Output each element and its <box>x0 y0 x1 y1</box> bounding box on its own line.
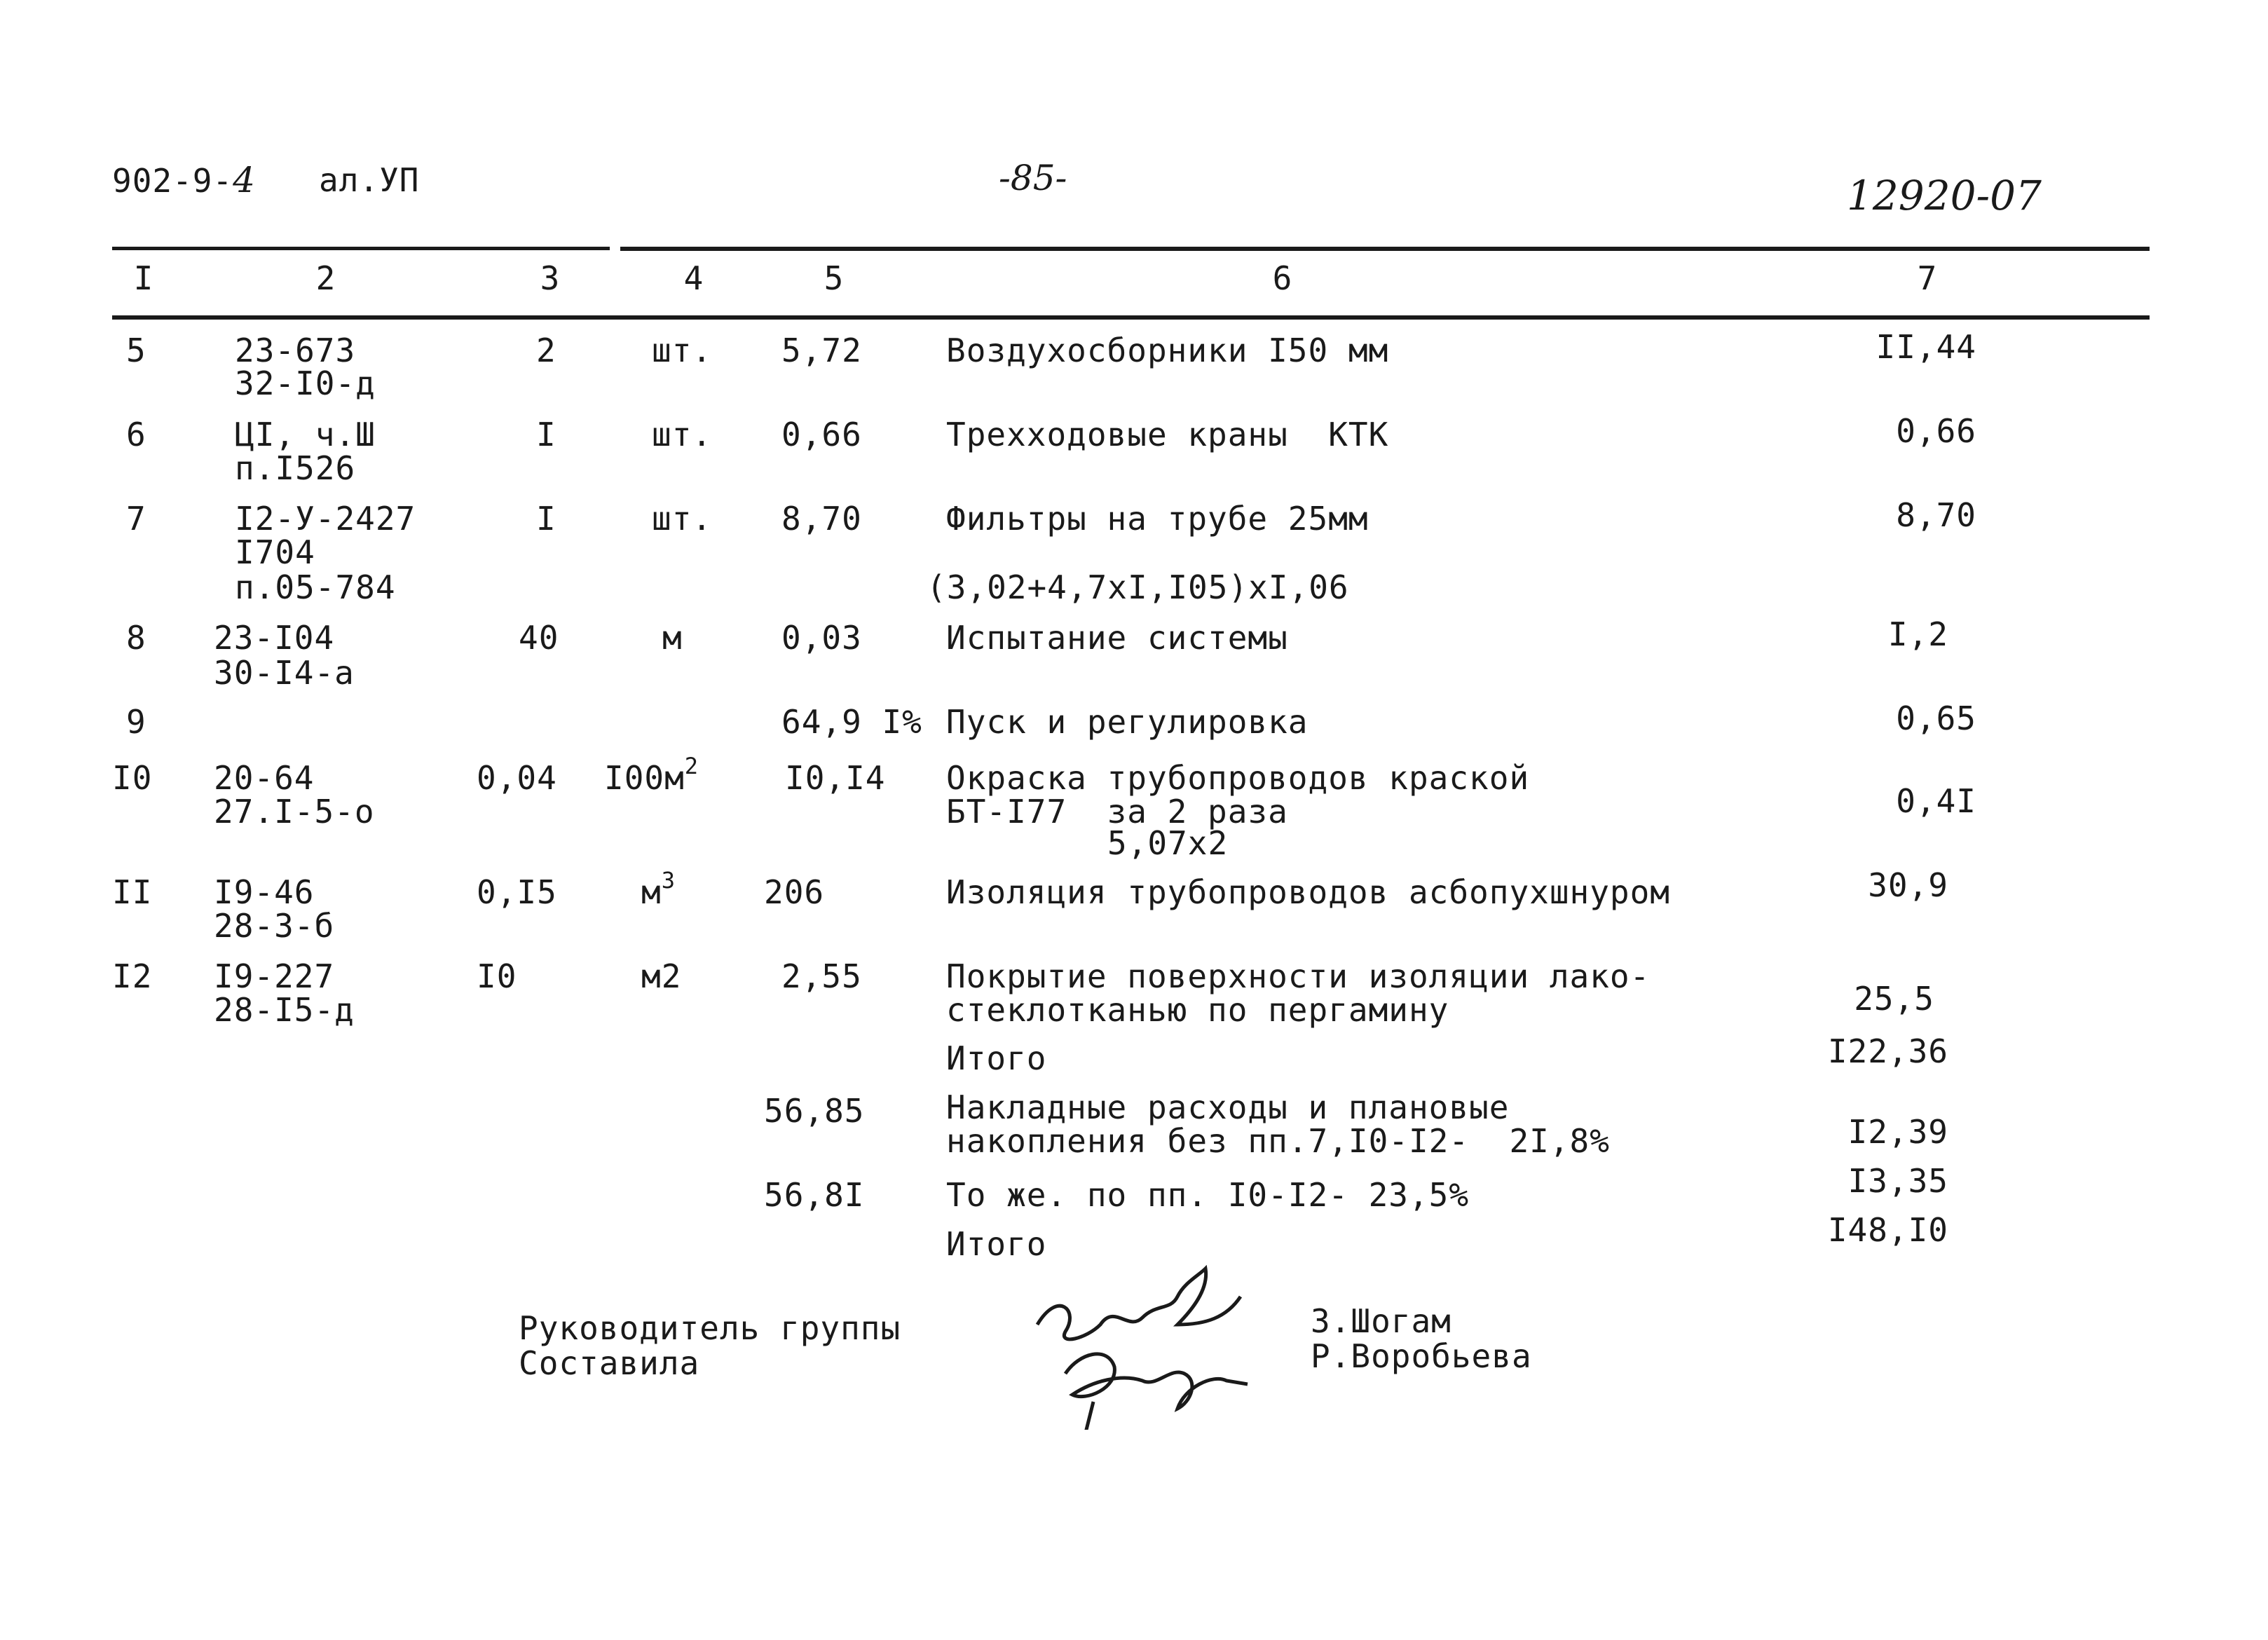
rate-code-line: I2-У-2427 <box>235 500 416 538</box>
description-line: Окраска трубопроводов краской <box>946 759 1530 797</box>
total: 0,66 <box>1896 412 1976 450</box>
summary-label: накопления без пп.7,I0-I2- 2I,8% <box>946 1122 1610 1160</box>
top-rule-left <box>112 247 610 250</box>
rate-code-line: 28-3-б <box>214 907 335 945</box>
row-number: 5 <box>126 332 146 369</box>
unit-price: 206 <box>764 873 825 911</box>
signature-2 <box>1051 1318 1262 1430</box>
role-compiler: Составила <box>519 1344 700 1382</box>
summary-label: Накладные расходы и плановые <box>946 1088 1510 1126</box>
quantity: 0,I5 <box>477 873 557 911</box>
summary-price: 56,85 <box>764 1092 865 1130</box>
description-line: Воздухосборники I50 мм <box>946 332 1389 369</box>
unit-price: 0,66 <box>781 416 862 453</box>
role-group-leader: Руководитель группы <box>519 1309 901 1347</box>
unit: шт. <box>652 332 713 369</box>
rate-code-line: п.I526 <box>235 449 356 487</box>
document-number: 12920-07 <box>1847 172 2042 219</box>
summary-price: 56,8I <box>764 1176 865 1214</box>
unit-price: 5,72 <box>781 332 862 369</box>
description-line: Покрытие поверхности изоляции лако- <box>946 957 1651 995</box>
col-header-7: 7 <box>1917 259 1938 297</box>
album-label: ал.УП <box>319 161 420 199</box>
rate-code-line: I9-227 <box>214 957 335 995</box>
row-number: I2 <box>112 957 153 995</box>
series-code: 902-9-4 <box>112 160 256 200</box>
header-rule <box>112 315 2150 320</box>
quantity: 40 <box>519 619 559 657</box>
quantity: I <box>536 416 556 453</box>
col-header-1: I <box>133 259 154 297</box>
description-line: БТ-I77 за 2 раза <box>946 793 1288 831</box>
rate-code-line: 27.I-5-о <box>214 793 375 831</box>
unit: м <box>662 619 683 657</box>
rate-code-line: 30-I4-а <box>214 654 355 692</box>
total: II,44 <box>1876 328 1976 366</box>
quantity: I <box>536 500 556 538</box>
unit-price: 64,9 I% <box>781 703 922 741</box>
row-number: II <box>112 873 153 911</box>
col-header-6: 6 <box>1272 259 1293 297</box>
rate-code-line: 32-I0-д <box>235 364 376 402</box>
quantity: 2 <box>536 332 556 369</box>
summary-total: I2,39 <box>1847 1113 1948 1151</box>
description-line: Фильтры на трубе 25мм <box>946 500 1369 538</box>
quantity: I0 <box>477 957 517 995</box>
description-line: Испытание системы <box>946 619 1288 657</box>
total: 25,5 <box>1854 980 1934 1018</box>
description-line: Изоляция трубопроводов асбопухшнуром <box>946 873 1670 911</box>
rate-code-line: п.05-784 <box>235 568 396 606</box>
description-line: Пуск и регулировка <box>946 703 1309 741</box>
rate-code-line: I704 <box>235 533 315 571</box>
rate-code-line: 28-I5-д <box>214 991 355 1029</box>
total: 0,4I <box>1896 782 1976 820</box>
rate-code-line: 23-673 <box>235 332 356 369</box>
page-number: -85- <box>999 158 1067 198</box>
row-number: 6 <box>126 416 146 453</box>
col-header-3: 3 <box>540 259 561 297</box>
unit: м2 <box>641 957 682 995</box>
total: 8,70 <box>1896 496 1976 534</box>
unit-superscript: 3 <box>661 866 676 894</box>
rate-code-line: ЦI, ч.Ш <box>235 416 376 453</box>
series-handwritten: 4 <box>233 160 256 200</box>
name-compiler: Р.Воробьева <box>1311 1337 1532 1375</box>
row-number: 7 <box>126 500 146 538</box>
description-line: 5,07x2 <box>1107 824 1229 862</box>
summary-total: I22,36 <box>1827 1032 1948 1070</box>
rate-code-line: 20-64 <box>214 759 315 797</box>
summary-label: Итого <box>946 1225 1047 1263</box>
unit-price: I0,I4 <box>785 759 886 797</box>
quantity: 0,04 <box>477 759 557 797</box>
rate-code-line: I9-46 <box>214 873 315 911</box>
name-group-leader: З.Шогам <box>1311 1302 1451 1340</box>
row-number: 9 <box>126 703 146 741</box>
total: I,2 <box>1887 615 1948 653</box>
col-header-4: 4 <box>683 259 704 297</box>
total: 0,65 <box>1896 699 1976 737</box>
unit-price: 0,03 <box>781 619 862 657</box>
col-header-2: 2 <box>315 259 336 297</box>
description-line: Трехходовые краны КТК <box>946 416 1389 453</box>
summary-total: I48,I0 <box>1827 1211 1948 1249</box>
row-number: 8 <box>126 619 146 657</box>
unit-price: 2,55 <box>781 957 862 995</box>
unit: шт. <box>652 500 713 538</box>
row-number: I0 <box>112 759 153 797</box>
top-rule-right <box>620 247 2150 251</box>
unit: шт. <box>652 416 713 453</box>
unit-price: 8,70 <box>781 500 862 538</box>
unit-superscript: 2 <box>684 752 699 779</box>
col-header-5: 5 <box>824 259 845 297</box>
summary-label: Итого <box>946 1039 1047 1077</box>
unit: $м^3$ <box>641 866 676 911</box>
summary-label: То же. по пп. I0-I2- 23,5% <box>946 1176 1470 1214</box>
rate-code-line: 23-I04 <box>214 619 335 657</box>
description-line: (3,02+4,7xI,I05)xI,06 <box>927 568 1349 606</box>
description-line: стеклотканью по пергамину <box>946 991 1449 1029</box>
total: 30,9 <box>1868 866 1948 904</box>
summary-total: I3,35 <box>1847 1162 1948 1200</box>
unit: $I00м^2$ <box>604 752 699 797</box>
